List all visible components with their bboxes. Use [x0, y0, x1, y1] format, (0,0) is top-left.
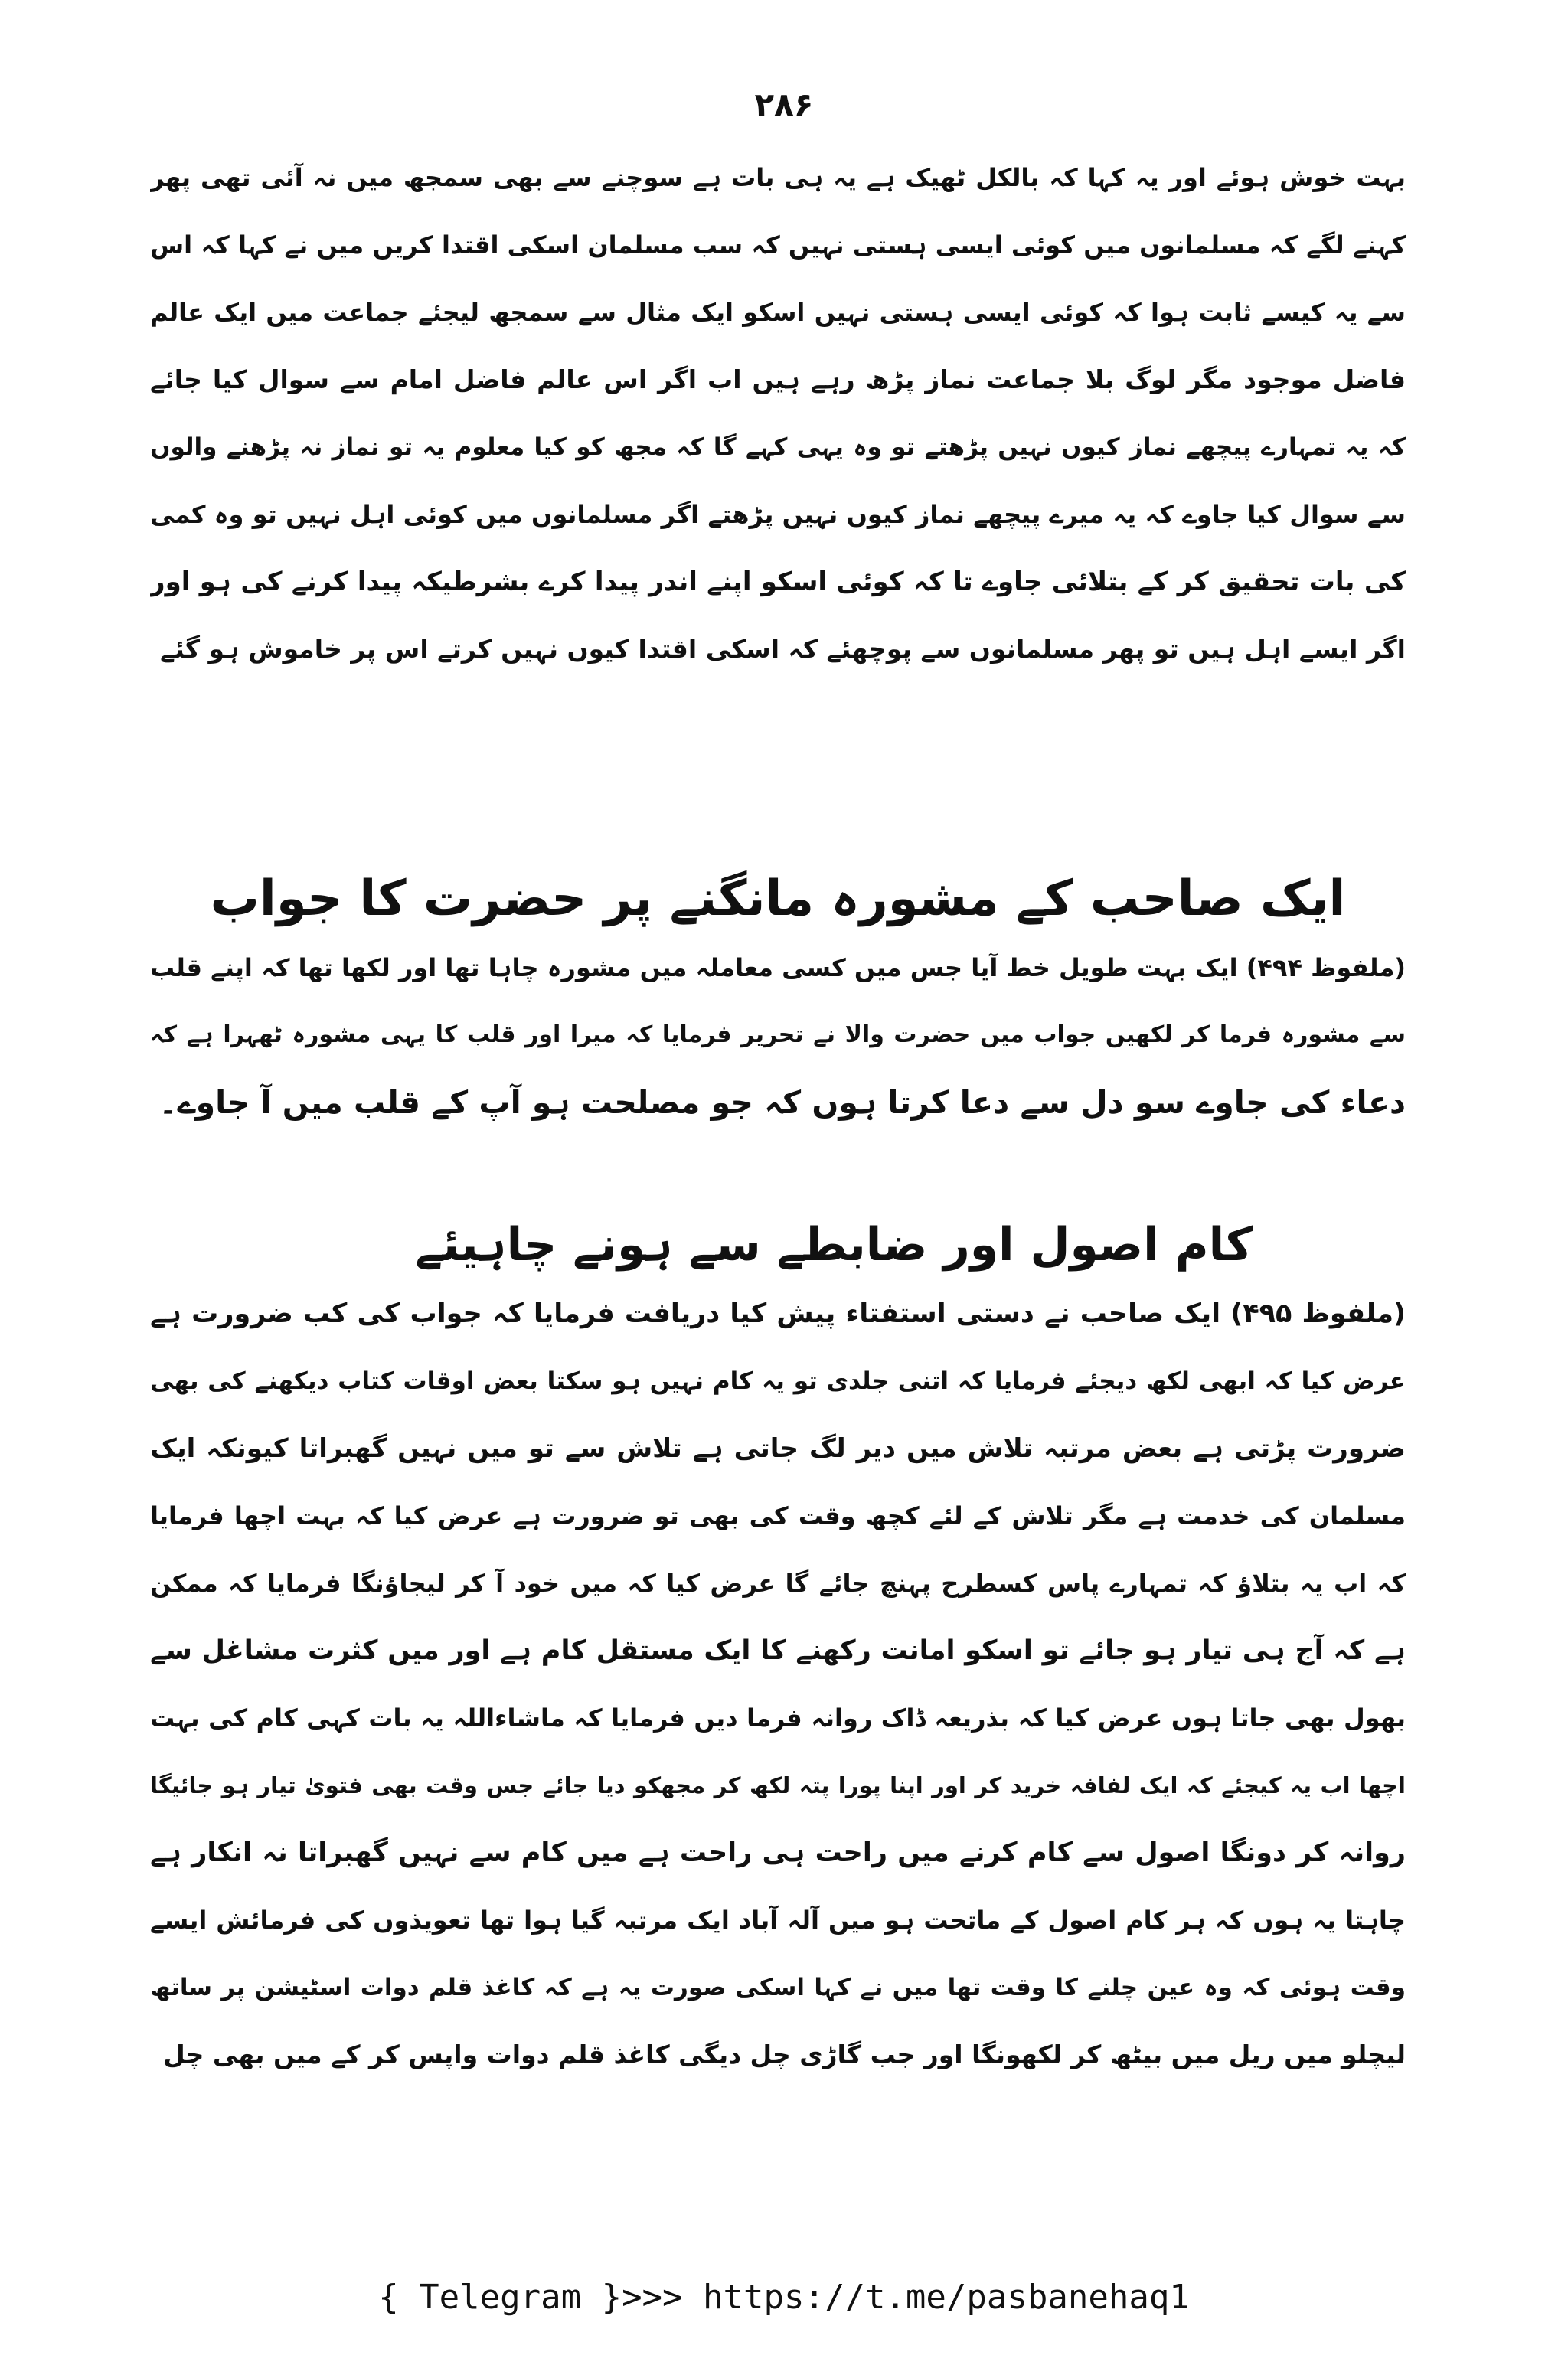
text-line: بھول بھی جاتا ہوں عرض کیا کہ بذریعہ ڈاک روانہ فرما دیں فرمایا کہ ماشاءاللہ یہ بات کہی کام کی بہت — [150, 1703, 1406, 1733]
text-line: سے سوال کیا جاوے کہ یہ میرے پیچھے نماز کیوں نہیں پڑھتے اگر مسلمانوں میں کوئی اہل نہیں تو وہ کمی — [150, 500, 1406, 529]
text-line: دعاء کی جاوے سو دل سے دعا کرتا ہوں کہ جو مصلحت ہو آپ کے قلب میں آ جاوے۔ — [158, 1084, 1406, 1121]
text-line: کہ یہ تمہارے پیچھے نماز کیوں نہیں پڑھتے تو وہ یہی کہے گا کہ مجھ کو کیا معلوم یہ تو نماز نہ پڑھنے والوں — [150, 433, 1406, 461]
text-line: بہت خوش ہوئے اور یہ کہا کہ بالکل ٹھیک ہے یہ ہی بات ہے سوچنے سے بھی سمجھ میں نہ آئی تھی پھر — [150, 163, 1406, 192]
section-malfooz-494 — [150, 864, 1406, 1136]
text-line: وقت ہوئی کہ وہ عین چلنے کا وقت تھا میں نے کہا اسکی صورت یہ ہے کہ کاغذ قلم دوات اسٹیشن پر ساتھ — [150, 1974, 1406, 2001]
text-line: کہنے لگے کہ مسلمانوں میں کوئی ایسی ہستی نہیں کہ سب مسلمان اسکی اقتدا کریں میں نے کہا کہ اس — [150, 230, 1406, 260]
text-line: روانہ کر دونگا اصول سے کام کرنے میں راحت ہی راحت ہے میں کام سے نہیں گھبراتا نہ انکار ہے — [150, 1837, 1406, 1868]
section-heading: ایک صاحب کے مشورہ مانگنے پر حضرت کا جواب — [210, 870, 1346, 927]
section-malfooz-495 — [150, 1210, 1406, 2089]
text-line: اچھا اب یہ کیجئے کہ ایک لفافہ خرید کر اور اپنا پورا پتہ لکھ کر مجھکو دیا جائے جس وقت بھی فتویٰ تیار ہو جائیگا — [150, 1772, 1406, 1798]
text-line: عرض کیا کہ ابھی لکھ دیجئے فرمایا کہ اتنی جلدی تو یہ کام نہیں ہو سکتا بعض اوقات کتاب دیکھنے کی بھی — [150, 1367, 1406, 1395]
text-line: مسلمان کی خدمت ہے مگر تلاش کے لئے کچھ وقت کی بھی تو ضرورت ہے عرض کیا کہ بہت اچھا فرمایا — [150, 1501, 1406, 1530]
section-heading: کام اصول اور ضابطے سے ہونے چاہیئے — [415, 1218, 1253, 1272]
section-continuation — [150, 144, 1406, 683]
text-line: سے یہ کیسے ثابت ہوا کہ کوئی ایسی ہستی نہیں اسکو ایک مثال سے سمجھ لیجئے جماعت میں ایک عالم — [150, 298, 1406, 327]
text-line: ضرورت پڑتی ہے بعض مرتبہ تلاش میں دیر لگ جاتی ہے تلاش سے تو میں نہیں گھبراتا کیونکہ ایک — [150, 1433, 1406, 1464]
text-line: کی بات تحقیق کر کے بتلائی جاوے تا کہ کوئی اسکو اپنے اندر پیدا کرے بشرطیکہ پیدا کرنے کی ہو اور — [150, 567, 1406, 597]
telegram-footer-link[interactable]: { Telegram }>>> https://t.me/pasbanehaq1 — [378, 2278, 1190, 2317]
page-number: ۲۸۶ — [754, 86, 814, 123]
text-line: لیچلو میں ریل میں بیٹھ کر لکھونگا اور جب گاڑی چل دیگی کاغذ قلم دوات واپس کر کے میں بھی چل — [163, 2040, 1406, 2069]
text-line: فاضل موجود مگر لوگ بلا جماعت نماز پڑھ رہے ہیں اب اگر اس عالم فاضل امام سے سوال کیا جائے — [150, 364, 1406, 394]
text-line: چاہتا یہ ہوں کہ ہر کام اصول کے ماتحت ہو میں آلہ آباد ایک مرتبہ گیا ہوا تھا تعویذوں کی فرمائش ایسے — [150, 1906, 1406, 1935]
text-line: سے مشورہ فرما کر لکھیں جواب میں حضرت والا نے تحریر فرمایا کہ میرا اور قلب کا یہی مشورہ ٹھہرا ہے کہ — [150, 1021, 1406, 1048]
text-line: اگر ایسے اہل ہیں تو پھر مسلمانوں سے پوچھئے کہ اسکی اقتدا کیوں نہیں کرتے اس پر خاموش ہو گئے — [160, 634, 1406, 664]
text-line: (ملفوظ ۴۹۴) ایک بہت طویل خط آیا جس میں کسی معاملہ میں مشورہ چاہا تھا اور لکھا تھا کہ اپنے قلب — [150, 953, 1406, 982]
text-line: کہ اب یہ بتلاؤ کہ تمہارے پاس کسطرح پہنچ جائے گا عرض کیا کہ میں خود آ کر لیجاؤنگا فرمایا کہ ممکن — [150, 1569, 1406, 1598]
text-line: (ملفوظ ۴۹۵) ایک صاحب نے دستی استفتاء پیش کیا دریافت فرمایا کہ جواب کی کب ضرورت ہے — [150, 1298, 1406, 1329]
text-line: ہے کہ آج ہی تیار ہو جائے تو اسکو امانت رکھنے کا ایک مستقل کام ہے اور میں کثرت مشاغل سے — [150, 1635, 1406, 1666]
